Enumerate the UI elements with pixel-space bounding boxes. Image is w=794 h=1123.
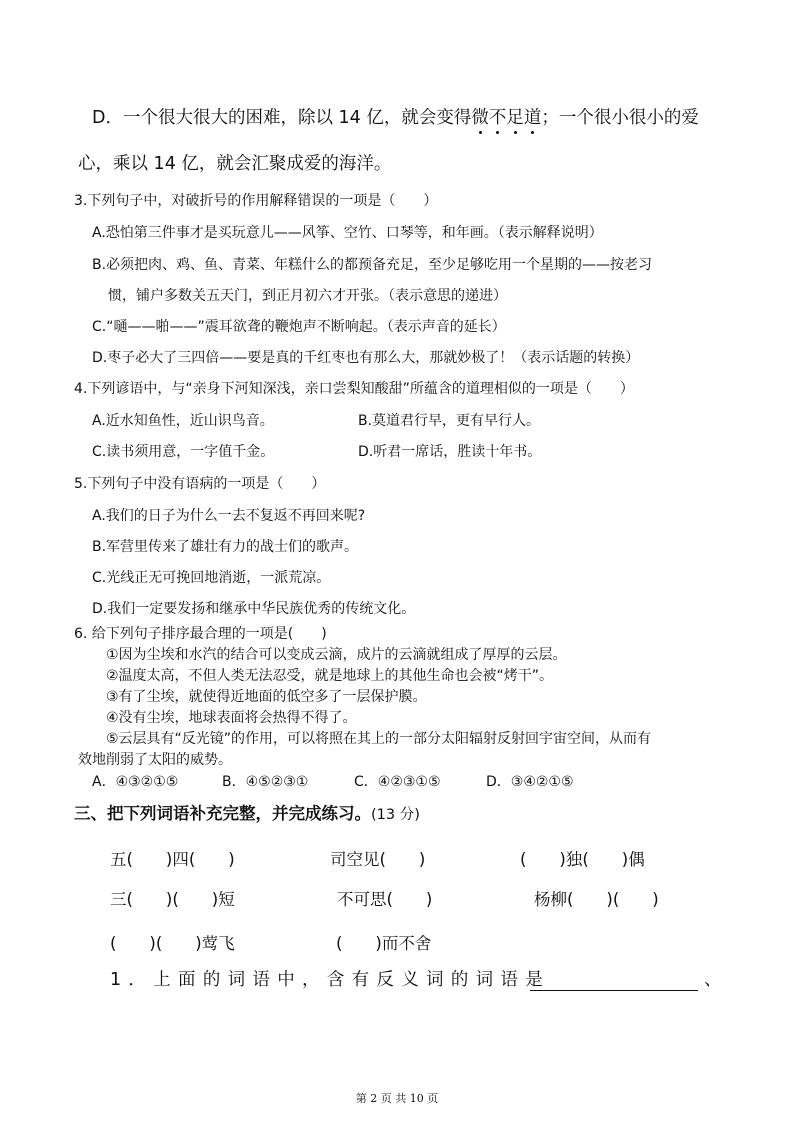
q4-option-b: B.莫道君行早，更有早行人。 (358, 413, 541, 429)
q6-option-a: A．④③②①⑤ (92, 774, 179, 790)
q3-option-a: A.恐怕第三件事才是买玩意儿——风筝、空竹、口琴等，和年画。（表示解释说明） (92, 225, 603, 241)
word-item: ( )而不舍 (336, 934, 432, 953)
q6-sentence-5-line2: 效地削弱了太阳的威势。 (78, 752, 232, 768)
word-item: ( )独( )偶 (520, 850, 645, 869)
section3-q1-prefix: 1．上面的词语中，含有反义词的词语是 (110, 970, 551, 990)
q2-option-d-part1: D．一个很大很大的困难，除以 14 亿，就会变得 (92, 108, 472, 128)
q6-option-c: C．④②③①⑤ (354, 774, 441, 790)
q3-option-b-line1: B.必须把肉、鸡、鱼、青菜、年糕什么的都预备充足，至少足够吃用一个星期的——按老习 (92, 257, 653, 273)
word-item: 杨柳( )( ) (534, 890, 659, 909)
q5-stem: 5.下列句子中没有语病的一项是（ ） (74, 476, 326, 492)
emphasis-char: 微 (471, 110, 489, 128)
emphasis-char: 不 (489, 110, 507, 128)
q3-option-d: D.枣子必大了三四倍——要是真的千红枣也有那么大，那就妙极了！（表示话题的转换） (92, 350, 640, 366)
q4-stem: 4.下列谚语中，与“亲身下河知深浅，亲口尝梨知酸甜”所蕴含的道理相似的一项是（ ） (74, 381, 634, 397)
q6-sentence-2: ②温度太高，不但人类无法忍受，就是地球上的其他生命也会被“烤干”。 (106, 668, 554, 684)
section3-heading (74, 806, 420, 823)
q4-option-d: D.听君一席话，胜读十年书。 (358, 444, 542, 460)
q6-option-b: B．④⑤②③① (222, 774, 309, 790)
word-item: ( )( )莺飞 (110, 934, 235, 953)
emphasis-char: 道 (524, 110, 542, 128)
page-number: 第 2 页 共 10 页 (355, 1092, 439, 1105)
q5-option-d: D.我们一定要发扬和继承中华民族优秀的传统文化。 (92, 601, 416, 617)
q6-sentence-5-line1: ⑤云层具有“反光镜”的作用，可以将照在其上的一部分太阳辐射反射回宇宙空间，从而有 (106, 731, 652, 747)
answer-blank (530, 990, 698, 991)
q4-option-c: C.读书须用意，一字值千金。 (92, 444, 275, 460)
section3-q1-separator: 、 (704, 970, 722, 990)
q3-option-b-line2: 惯，铺户多数关五天门，到正月初六才开张。（表示意思的递进） (108, 288, 507, 304)
q6-option-d: D．③④②①⑤ (486, 774, 574, 790)
word-item: 五( )四( ) (110, 850, 235, 869)
q6-stem: 6. 给下列句子排序最合理的一项是( ) (74, 626, 327, 642)
q2-option-d-part2: ；一个很小很小的爱 (541, 108, 699, 128)
q3-option-c: C.“嗵——啪——”震耳欲聋的鞭炮声不断响起。（表示声音的延长） (92, 319, 506, 335)
q6-sentence-4: ④没有尘埃，地球表面将会热得不得了。 (106, 710, 357, 726)
section3-title: 三、把下列词语补充完整，并完成练习。 (74, 804, 371, 823)
word-item: 司空见( ) (330, 850, 426, 869)
q6-sentence-3: ③有了尘埃，就使得近地面的低空多了一层保护膜。 (106, 689, 427, 705)
q5-option-b: B.军营里传来了雄壮有力的战士们的歌声。 (92, 539, 359, 555)
q2-option-d-line2: 心，乘以 14 亿，就会汇聚成爱的海洋。 (78, 154, 392, 174)
q6-sentence-1: ①因为尘埃和水汽的结合可以变成云滴，成片的云滴就组成了厚厚的云层。 (106, 647, 567, 663)
emphasis-char: 足 (506, 110, 524, 128)
section3-score: (13 分) (371, 807, 420, 823)
word-item: 不可思( ) (337, 890, 433, 909)
q5-option-a: A.我们的日子为什么一去不复返不再回来呢? (92, 508, 366, 524)
q3-stem: 3.下列句子中，对破折号的作用解释错误的一项是（ ） (74, 193, 438, 209)
q5-option-c: C.光线正无可挽回地消逝，一派荒凉。 (92, 570, 331, 586)
q2-option-d-line1 (92, 110, 699, 128)
word-item: 三( )( )短 (110, 890, 235, 909)
q4-option-a: A.近水知鱼性，近山识鸟音。 (92, 413, 274, 429)
